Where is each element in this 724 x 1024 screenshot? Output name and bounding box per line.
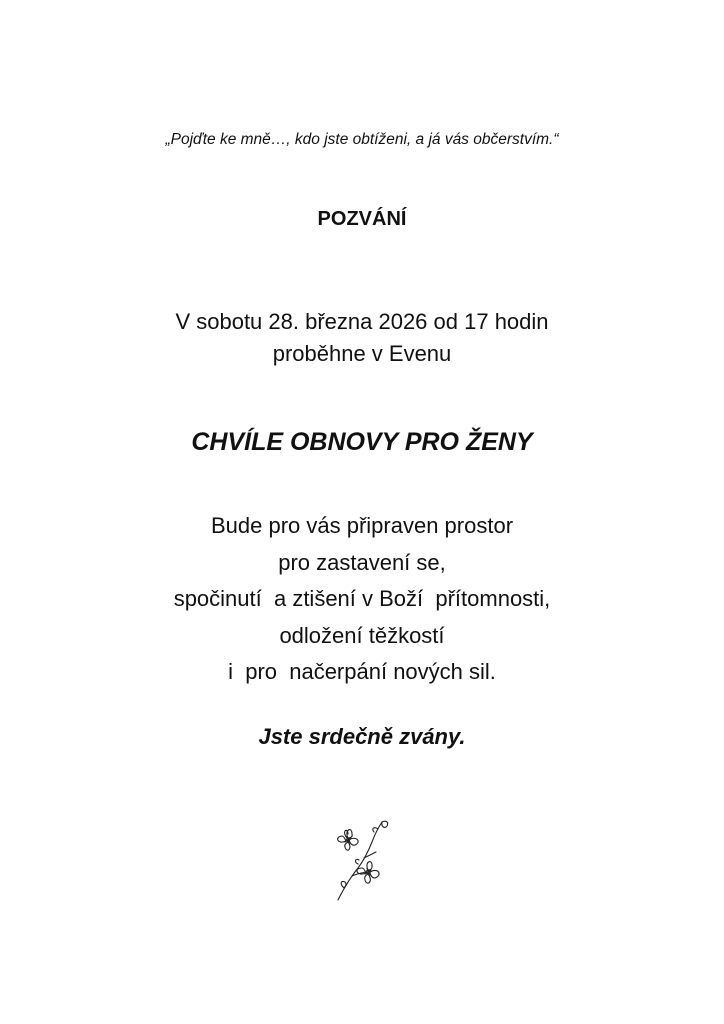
description-line: i pro načerpání nových sil. [228, 659, 496, 684]
description-line: spočinutí a ztišení v Boží přítomnosti, [173, 586, 551, 611]
description-line: odložení těžkostí [279, 622, 445, 648]
description-line: pro zastavení se, [278, 549, 446, 575]
invitation-heading: POZVÁNÍ [317, 208, 407, 230]
closing-line: Jste srdečně zvány. [258, 724, 466, 749]
event-description [0, 508, 724, 691]
event-title: CHVÍLE OBNOVY PRO ŽENY [191, 428, 533, 456]
flower-branch-icon [328, 818, 392, 902]
bible-quote: „Pojďte ke mně…, kdo jste obtíženi, a já vás občerstvím.“ [165, 131, 559, 148]
event-venue-line: proběhne v Evenu [272, 341, 452, 366]
event-date-line: V sobotu 28. března 2026 od 17 hodin [175, 309, 549, 334]
description-line: Bude pro vás připraven prostor [210, 513, 514, 538]
